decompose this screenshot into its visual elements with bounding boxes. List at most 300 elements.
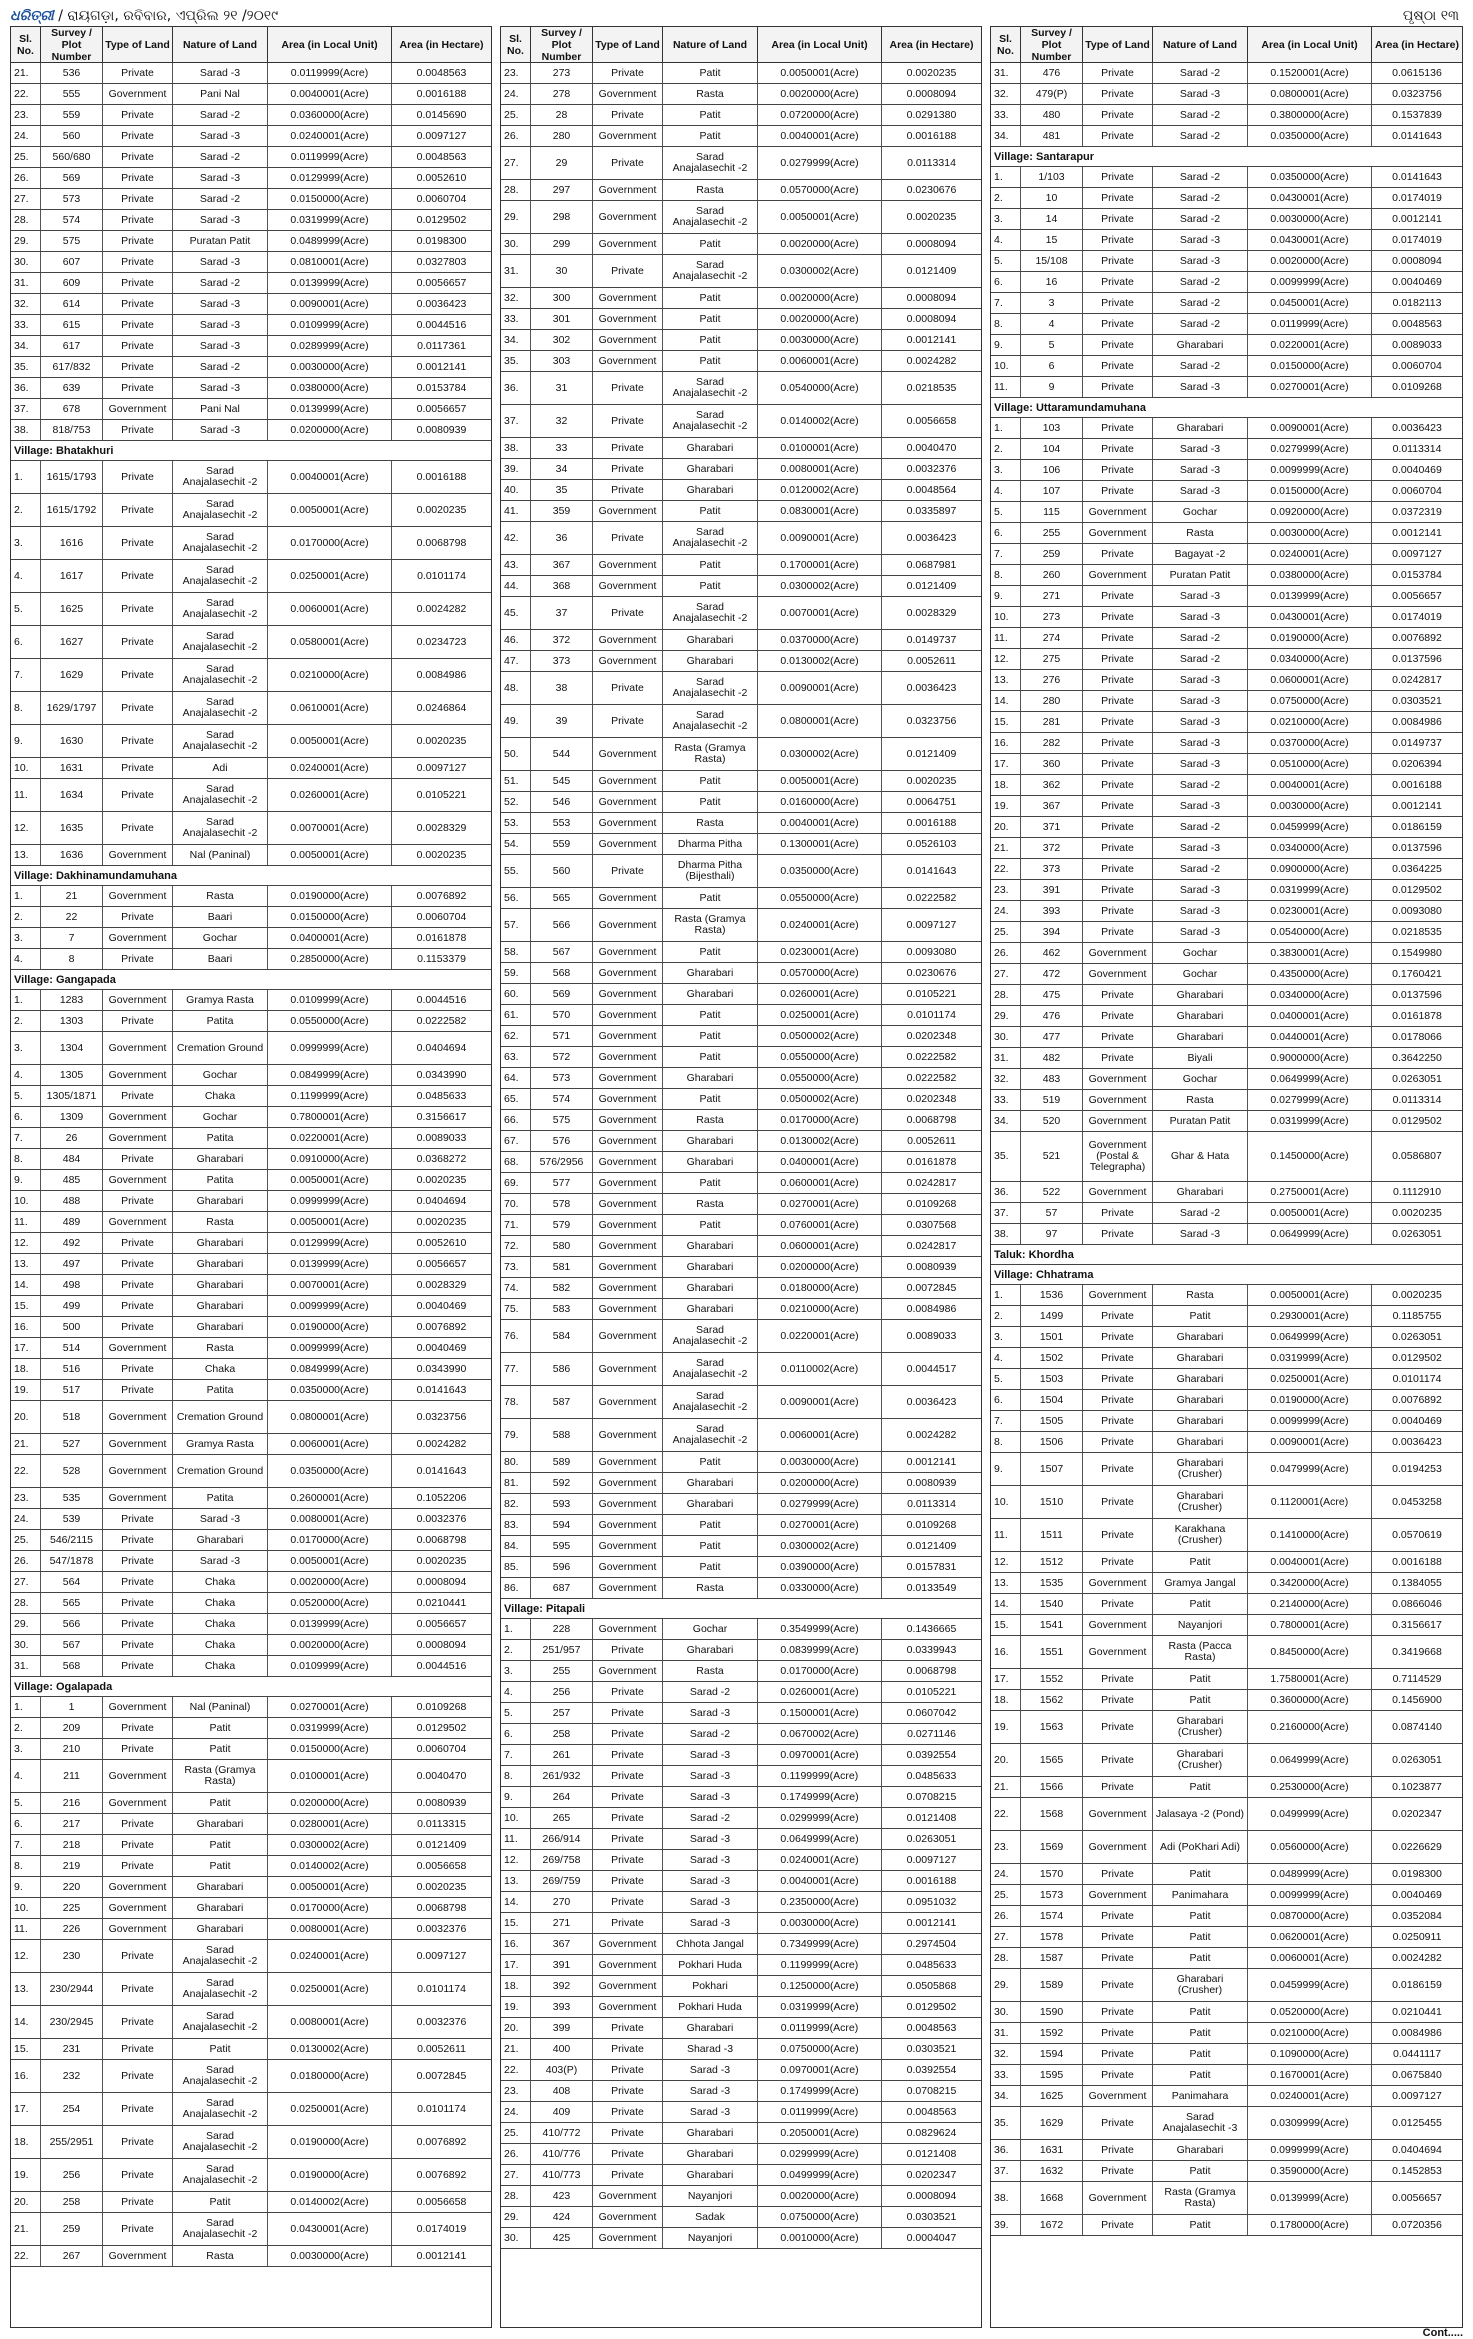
cell-survey: 1499 [1021, 1306, 1083, 1326]
cell-area: 0.0240001(Acre) [758, 909, 882, 941]
cell-sl: 33. [501, 309, 531, 329]
cell-survey: 1510 [1021, 1486, 1083, 1518]
cell-survey: 484 [41, 1149, 103, 1169]
cell-nature: Sarad -2 [1153, 126, 1248, 146]
cell-hectare: 0.0242817 [1392, 673, 1442, 686]
table-row [991, 1132, 1462, 1182]
table-row [501, 438, 981, 459]
cell-area: 0.0099999(Acre) [1248, 1411, 1372, 1431]
cell-area: 0.1090000(Acre) [1248, 2044, 1372, 2064]
cell-type: Government [1083, 1111, 1153, 1131]
cell-nature: Chaka [173, 1656, 268, 1676]
cell-survey: 258 [531, 1724, 593, 1744]
cell-hectare: 0.0303521 [1392, 694, 1442, 707]
cell-sl: 22. [991, 859, 1021, 879]
cell-type: Government [593, 1131, 663, 1151]
cell-sl: 24. [11, 1509, 41, 1529]
cell-hectare: 0.0113314 [1392, 442, 1442, 455]
cell-hectare: 0.0008094 [906, 312, 957, 325]
cell-sl: 8. [501, 1766, 531, 1786]
table-row [991, 1615, 1462, 1636]
cell-type: Government [103, 1919, 173, 1939]
cell-nature: Rasta [1153, 1285, 1248, 1305]
cell-area: 0.0920000(Acre) [1248, 502, 1372, 522]
cell-sl: 7. [991, 1411, 1021, 1431]
table-row [991, 1027, 1462, 1048]
cell-type: Private [103, 626, 173, 658]
cell-type: Private [103, 1614, 173, 1634]
table-row [991, 335, 1462, 356]
cell-hectare: 0.0052611 [907, 654, 956, 667]
table-row [501, 651, 981, 672]
cell-survey: 372 [531, 630, 593, 650]
cell-type: Private [1083, 2023, 1153, 2043]
cell-nature: Sarad -3 [173, 63, 268, 83]
cell-sl: 66. [501, 1110, 531, 1130]
table-row [11, 886, 491, 907]
cell-nature: Gharabari [663, 480, 758, 500]
cell-nature: Sarad -3 [1153, 901, 1248, 921]
table-row [991, 1636, 1462, 1669]
cell-type: Private [103, 949, 173, 969]
cell-survey: 1672 [1021, 2215, 1083, 2235]
table-row [501, 1578, 981, 1599]
cell-survey: 1634 [41, 779, 103, 811]
cell-area: 0.0020000(Acre) [758, 288, 882, 308]
table-row [11, 1296, 491, 1317]
cell-hectare: 0.0020235 [1392, 1288, 1442, 1301]
cell-survey: 15 [1021, 230, 1083, 250]
cell-survey: 586 [531, 1353, 593, 1385]
cell-type: Government [593, 1173, 663, 1193]
cell-area: 0.0720000(Acre) [758, 105, 882, 125]
cell-area: 0.0670002(Acre) [758, 1724, 882, 1744]
cell-type: Private [1083, 63, 1153, 83]
cell-sl: 72. [501, 1236, 531, 1256]
cell-survey: 581 [531, 1257, 593, 1277]
cell-hectare: 0.0372319 [1392, 505, 1442, 518]
cell-nature: Sarad Anajalasechit -2 [663, 705, 758, 737]
cell-area: 0.0300002(Acre) [758, 738, 882, 770]
cell-area: 0.0190000(Acre) [268, 886, 392, 906]
cell-hectare: 0.0129502 [416, 1721, 467, 1734]
cell-sl: 10. [991, 356, 1021, 376]
cell-hectare: 0.0008094 [416, 1575, 467, 1588]
cell-survey: 423 [531, 2186, 593, 2206]
cell-hectare: 0.0060704 [416, 192, 467, 205]
cell-survey: 560 [41, 126, 103, 146]
cell-sl: 24. [991, 1864, 1021, 1884]
cell-sl: 38. [11, 420, 41, 440]
cell-survey: 271 [1021, 586, 1083, 606]
table-row [501, 1173, 981, 1194]
cell-nature: Patit [663, 351, 758, 371]
cell-area: 0.0080001(Acre) [268, 1919, 392, 1939]
cell-sl: 68. [501, 1152, 531, 1172]
cell-area: 0.0550000(Acre) [758, 1047, 882, 1067]
table-row [11, 1793, 491, 1814]
cell-area: 0.0830001(Acre) [758, 501, 882, 521]
cell-survey: 1632 [1021, 2161, 1083, 2181]
cell-area: 0.0210000(Acre) [1248, 712, 1372, 732]
cell-sl: 32. [991, 1069, 1021, 1089]
cell-survey: 255/2951 [41, 2126, 103, 2158]
cell-survey: 33 [531, 438, 593, 458]
cell-nature: Pokhari Huda [663, 1997, 758, 2017]
cell-sl: 5. [991, 502, 1021, 522]
cell-sl: 12. [991, 1552, 1021, 1572]
cell-sl: 28. [991, 985, 1021, 1005]
cell-sl: 1. [991, 418, 1021, 438]
cell-nature: Patit [663, 576, 758, 596]
cell-nature: Sarad Anajalasechit -2 [173, 626, 268, 658]
cell-area: 0.2050001(Acre) [758, 2123, 882, 2143]
cell-nature: Sarad -3 [1153, 754, 1248, 774]
cell-hectare: 0.1436665 [906, 1622, 957, 1635]
cell-sl: 29. [501, 201, 531, 233]
cell-hectare: 0.0012141 [1392, 526, 1442, 539]
table-row [11, 1940, 491, 1973]
cell-sl: 57. [501, 909, 531, 941]
cell-sl: 34. [11, 336, 41, 356]
cell-sl: 29. [991, 1969, 1021, 2001]
table-row [991, 377, 1462, 398]
cell-nature: Puratan Patit [1153, 565, 1248, 585]
cell-hectare: 0.0036423 [416, 297, 467, 310]
table-row [501, 630, 981, 651]
table-row [501, 1850, 981, 1871]
cell-type: Private [103, 210, 173, 230]
cell-hectare: 0.0040469 [1392, 275, 1442, 288]
cell-nature: Patit [663, 1452, 758, 1472]
cell-type: Government [593, 963, 663, 983]
cell-survey: 16 [1021, 272, 1083, 292]
cell-hectare: 0.0101174 [1392, 1372, 1442, 1385]
cell-nature: Rasta [663, 813, 758, 833]
cell-survey: 546/2115 [41, 1530, 103, 1550]
cell-hectare: 0.3419668 [1392, 1645, 1442, 1658]
cell-hectare: 0.0068798 [906, 1664, 957, 1677]
cell-area: 0.0300002(Acre) [268, 1835, 392, 1855]
cell-area: 0.0870000(Acre) [1248, 1906, 1372, 1926]
cell-hectare: 0.0008094 [906, 291, 957, 304]
cell-nature: Gharabari [1153, 1006, 1248, 1026]
cell-area: 0.0270001(Acre) [268, 1697, 392, 1717]
cell-hectare: 0.0020235 [416, 1554, 467, 1567]
table-row [501, 2018, 981, 2039]
cell-type: Private [593, 63, 663, 83]
cell-area: 0.0070001(Acre) [758, 597, 882, 629]
cell-sl: 23. [11, 105, 41, 125]
village-heading: Village: Gangapada [11, 970, 491, 990]
cell-area: 0.0300002(Acre) [758, 1536, 882, 1556]
cell-hectare: 0.0060704 [416, 1742, 467, 1755]
cell-sl: 11. [991, 1519, 1021, 1551]
cell-sl: 5. [991, 1369, 1021, 1389]
cell-hectare: 0.0129502 [1392, 1351, 1442, 1364]
cell-nature: Patit [663, 1536, 758, 1556]
cell-survey: 489 [41, 1212, 103, 1232]
cell-nature: Sarad -2 [1153, 775, 1248, 795]
cell-hectare: 0.0153784 [1392, 568, 1442, 581]
cell-hectare: 0.0271146 [907, 1727, 956, 1740]
cell-sl: 33. [11, 315, 41, 335]
table-row [501, 1745, 981, 1766]
cell-area: 0.0810001(Acre) [268, 252, 392, 272]
table-row [11, 252, 491, 273]
cell-survey: 1502 [1021, 1348, 1083, 1368]
cell-type: Government [1083, 1090, 1153, 1110]
cell-type: Private [593, 1787, 663, 1807]
cell-survey: 8 [41, 949, 103, 969]
cell-type: Government [1083, 1182, 1153, 1202]
cell-type: Private [1083, 1927, 1153, 1947]
cell-nature: Patit [1153, 1927, 1248, 1947]
cell-sl: 15. [991, 712, 1021, 732]
table-row [501, 672, 981, 705]
cell-area: 0.0240001(Acre) [1248, 544, 1372, 564]
cell-nature: Dharma Pitha (Bijesthali) [663, 855, 758, 887]
cell-area: 0.0030000(Acre) [268, 357, 392, 377]
table-row [11, 1572, 491, 1593]
table-row [501, 1724, 981, 1745]
cell-type: Private [103, 1940, 173, 1972]
cell-sl: 3. [501, 1661, 531, 1681]
cell-hectare: 0.0028329 [416, 1278, 467, 1291]
header-survey: Survey / Plot Number [1021, 27, 1083, 62]
cell-sl: 14. [991, 691, 1021, 711]
cell-nature: Sarad -3 [1153, 880, 1248, 900]
cell-area: 0.0240001(Acre) [268, 758, 392, 778]
cell-hectare: 0.0687981 [906, 558, 957, 571]
cell-sl: 20. [991, 1744, 1021, 1776]
table-row [501, 201, 981, 234]
cell-area: 0.7800001(Acre) [268, 1107, 392, 1127]
cell-type: Private [593, 2018, 663, 2038]
table-row [991, 460, 1462, 481]
cell-area: 0.0200000(Acre) [758, 1257, 882, 1277]
cell-type: Private [1083, 209, 1153, 229]
cell-area: 0.3420000(Acre) [1248, 1573, 1372, 1593]
cell-type: Government [593, 576, 663, 596]
cell-survey: 565 [531, 888, 593, 908]
cell-survey: 566 [41, 1614, 103, 1634]
cell-survey: 15/108 [1021, 251, 1083, 271]
table-row [991, 439, 1462, 460]
cell-nature: Patit [663, 771, 758, 791]
cell-type: Government [593, 201, 663, 233]
table-row [991, 1486, 1462, 1519]
table-row [991, 2086, 1462, 2107]
cell-type: Private [103, 1086, 173, 1106]
header-nature: Nature of Land [663, 27, 758, 62]
cell-area: 0.0240001(Acre) [1248, 2086, 1372, 2106]
cell-type: Private [593, 459, 663, 479]
cell-type: Private [593, 1745, 663, 1765]
cell-area: 0.0839999(Acre) [758, 1640, 882, 1660]
table-row [11, 1317, 491, 1338]
cell-area: 0.0499999(Acre) [758, 2165, 882, 2185]
cell-hectare: 0.0040470 [906, 441, 957, 454]
cell-sl: 27. [501, 147, 531, 179]
cell-survey: 1635 [41, 812, 103, 844]
cell-area: 0.0060001(Acre) [268, 1434, 392, 1454]
cell-nature: Sarad Anajalasechit -2 [173, 527, 268, 559]
cell-sl: 14. [501, 1892, 531, 1912]
table-row [991, 1111, 1462, 1132]
cell-nature: Patit [663, 1026, 758, 1046]
cell-survey: 579 [531, 1215, 593, 1235]
cell-sl: 12. [11, 1233, 41, 1253]
table-row [501, 1089, 981, 1110]
cell-area: 0.0110002(Acre) [758, 1353, 882, 1385]
cell-sl: 22. [501, 2060, 531, 2080]
cell-area: 0.0190000(Acre) [268, 1317, 392, 1337]
cell-survey: 264 [531, 1787, 593, 1807]
cell-hectare: 0.1452853 [1392, 2164, 1442, 2177]
table-row [991, 1669, 1462, 1690]
table-header [991, 27, 1462, 63]
cell-type: Private [103, 758, 173, 778]
cell-type: Private [1083, 2107, 1153, 2139]
cell-sl: 65. [501, 1089, 531, 1109]
cell-nature: Patit [173, 1835, 268, 1855]
cell-nature: Patit [173, 1856, 268, 1876]
cell-area: 0.2750001(Acre) [1248, 1182, 1372, 1202]
table-row [11, 1275, 491, 1296]
cell-nature: Gharabari [663, 963, 758, 983]
cell-nature: Gochar [173, 1065, 268, 1085]
cell-nature: Sarad Anajalasechit -2 [663, 522, 758, 554]
cell-sl: 36. [11, 378, 41, 398]
cell-survey: 566 [531, 909, 593, 941]
cell-type: Government [593, 942, 663, 962]
cell-area: 0.0150000(Acre) [268, 1739, 392, 1759]
cell-sl: 44. [501, 576, 531, 596]
cell-hectare: 0.0024282 [416, 602, 467, 615]
table-row [991, 126, 1462, 147]
table-row [11, 189, 491, 210]
village-heading: Taluk: Khordha [991, 1245, 1462, 1265]
cell-nature: Sarad -2 [1153, 314, 1248, 334]
cell-area: 0.0130002(Acre) [758, 1131, 882, 1151]
cell-hectare: 0.0161878 [906, 1155, 957, 1168]
cell-nature: Sarad -2 [663, 1682, 758, 1702]
cell-type: Private [103, 420, 173, 440]
cell-survey: 1615/1793 [41, 461, 103, 493]
cell-survey: 1569 [1021, 1831, 1083, 1863]
cell-sl: 30. [11, 252, 41, 272]
header-sl: Sl. No. [11, 27, 41, 62]
cell-nature: Patit [663, 330, 758, 350]
cell-type: Private [593, 1892, 663, 1912]
cell-hectare: 0.0157831 [906, 1560, 957, 1573]
cell-type: Private [103, 168, 173, 188]
cell-nature: Rasta (Gramya Rasta) [663, 909, 758, 941]
cell-type: Private [103, 1011, 173, 1031]
cell-hectare: 0.0343990 [416, 1068, 467, 1081]
cell-survey: 544 [531, 738, 593, 770]
cell-survey: 488 [41, 1191, 103, 1211]
cell-hectare: 0.0113314 [907, 156, 956, 169]
cell-area: 0.0220001(Acre) [758, 1320, 882, 1352]
cell-sl: 32. [11, 294, 41, 314]
cell-sl: 10. [501, 1808, 531, 1828]
table-row [501, 1131, 981, 1152]
table-row [501, 1068, 981, 1089]
cell-hectare: 0.0364225 [1392, 862, 1442, 875]
cell-sl: 21. [11, 2213, 41, 2245]
cell-survey: 1303 [41, 1011, 103, 1031]
cell-area: 0.0040001(Acre) [268, 84, 392, 104]
cell-type: Private [1083, 293, 1153, 313]
newspaper-brand: ଧରିତ୍ରୀ [10, 8, 54, 24]
table-column-1 [10, 26, 492, 2328]
cell-survey: 576 [531, 1131, 593, 1151]
cell-survey: 1629/1797 [41, 692, 103, 724]
cell-survey: 567 [41, 1635, 103, 1655]
cell-hectare: 0.0129502 [1392, 1114, 1442, 1127]
cell-sl: 26. [991, 1906, 1021, 1926]
cell-nature: Patit [1153, 2002, 1248, 2022]
cell-area: 0.0099999(Acre) [268, 1338, 392, 1358]
cell-survey: 36 [531, 522, 593, 554]
cell-survey: 30 [531, 255, 593, 287]
cell-sl: 27. [991, 1927, 1021, 1947]
cell-type: Private [593, 1724, 663, 1744]
table-row [11, 2060, 491, 2093]
table-row [11, 1898, 491, 1919]
cell-hectare: 0.1456900 [1392, 1693, 1442, 1706]
cell-area: 0.0190000(Acre) [268, 2159, 392, 2191]
cell-type: Private [593, 597, 663, 629]
cell-type: Private [103, 1973, 173, 2005]
cell-area: 0.0090001(Acre) [1248, 1432, 1372, 1452]
table-row [501, 105, 981, 126]
cell-sl: 3. [11, 928, 41, 948]
table-row [991, 1182, 1462, 1203]
cell-area: 0.0040001(Acre) [758, 1871, 882, 1891]
cell-survey: 1627 [41, 626, 103, 658]
table-row [991, 1927, 1462, 1948]
cell-nature: Sarad -3 [1153, 481, 1248, 501]
cell-sl: 26. [501, 126, 531, 146]
cell-area: 0.0610001(Acre) [268, 692, 392, 724]
table-row [501, 984, 981, 1005]
table-row [11, 210, 491, 231]
cell-area: 0.0109999(Acre) [268, 315, 392, 335]
table-row [991, 1744, 1462, 1777]
cell-hectare: 0.0291380 [906, 108, 957, 121]
cell-nature: Gochar [1153, 964, 1248, 984]
table-row [991, 628, 1462, 649]
table-row [991, 691, 1462, 712]
cell-survey: 485 [41, 1170, 103, 1190]
cell-sl: 61. [501, 1005, 531, 1025]
cell-sl: 18. [991, 1690, 1021, 1710]
cell-type: Private [1083, 356, 1153, 376]
cell-hectare: 0.0012141 [1392, 799, 1442, 812]
cell-nature: Gochar [1153, 502, 1248, 522]
cell-area: 0.0200000(Acre) [268, 420, 392, 440]
cell-sl: 21. [11, 63, 41, 83]
cell-survey: 216 [41, 1793, 103, 1813]
table-row [501, 1955, 981, 1976]
table-row [501, 1892, 981, 1913]
cell-hectare: 0.0105221 [906, 1685, 957, 1698]
cell-hectare: 0.1112910 [1392, 1185, 1442, 1198]
cell-area: 0.0289999(Acre) [268, 336, 392, 356]
